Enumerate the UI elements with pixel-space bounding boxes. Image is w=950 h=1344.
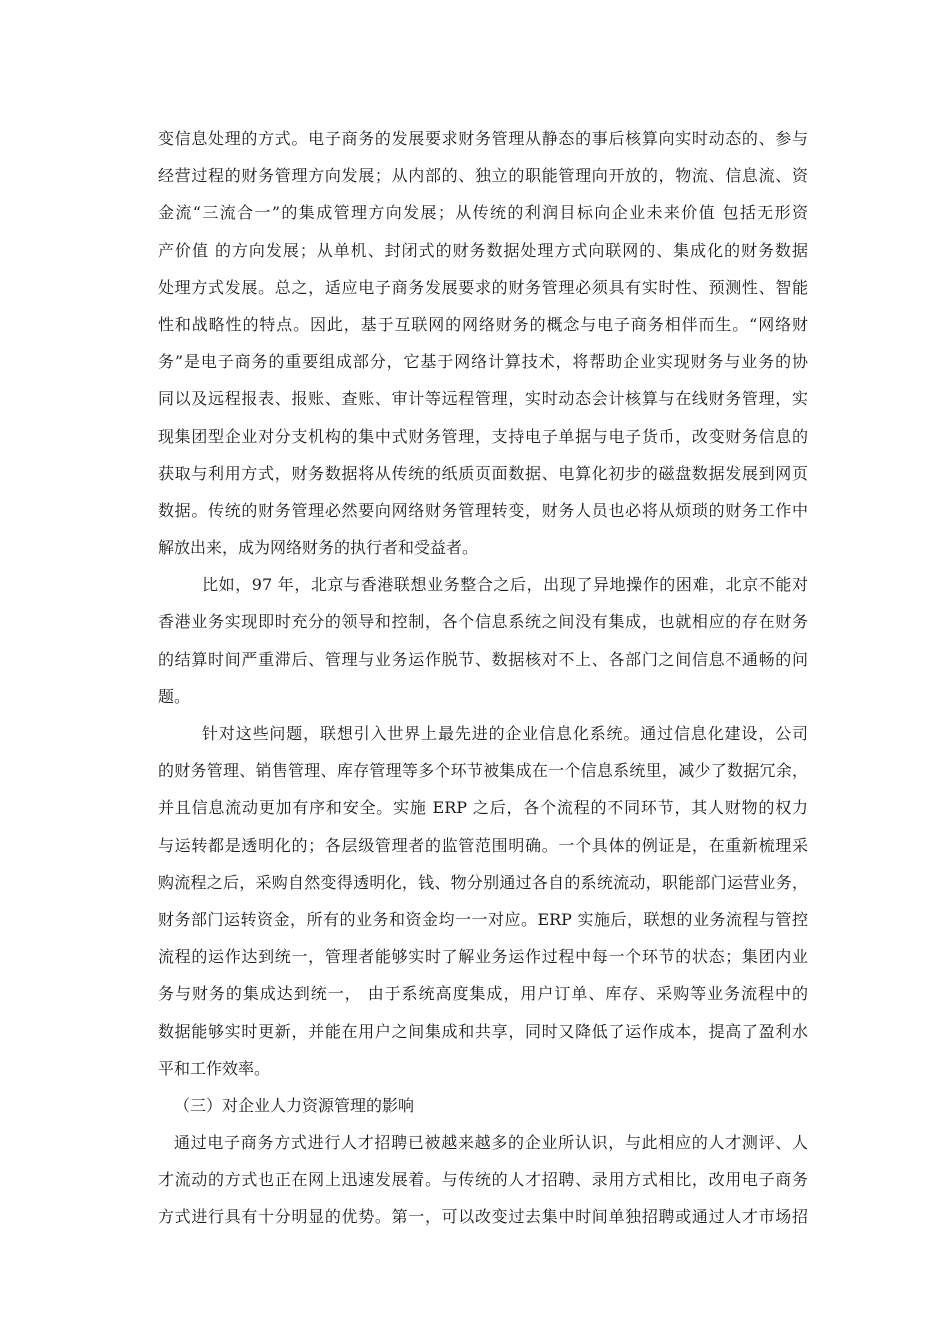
- paragraph-2-line: 的结算时间严重滞后、管理与业务运作脱节、数据核对不上、各部门之间信息不通畅的问: [158, 649, 808, 669]
- paragraph-3-line: 数据能够实时更新，并能在用户之间集成和共享，同时又降低了运作成本，提高了盈利水: [158, 1021, 808, 1041]
- paragraph-1-line: 同以及远程报表、报账、查账、审计等远程管理，实时动态会计核算与在线财务管理，实: [158, 389, 808, 409]
- paragraph-3-line: 购流程之后，采购自然变得透明化，钱、物分别通过各自的系统流动，职能部门运营业务，: [158, 872, 808, 892]
- paragraph-1-line: 金流“三流合一”的集成管理方向发展；从传统的利润目标向企业未来价值 包括无形资: [158, 203, 808, 223]
- paragraph-3-last-line: 平和工作效率。: [158, 1058, 271, 1078]
- paragraph-3-line: 务与财务的集成达到统一， 由于系统高度集成，用户订单、库存、采购等业务流程中的: [158, 984, 808, 1004]
- paragraph-3-line: 与运转都是透明化的；各层级管理者的监管范围明确。一个具体的例证是，在重新梳理采: [158, 835, 808, 855]
- paragraph-1-line: 处理方式发展。总之，适应电子商务发展要求的财务管理必须具有实时性、预测性、智能: [158, 277, 808, 297]
- paragraph-2-last-line: 题。: [158, 686, 191, 706]
- document-body: [158, 120, 808, 1236]
- paragraph-3-line: 并且信息流动更加有序和安全。实施 ERP 之后，各个流程的不同环节，其人财物的权力: [158, 798, 808, 818]
- paragraph-1-line: 变信息处理的方式。电子商务的发展要求财务管理从静态的事后核算向实时动态的、参与: [158, 129, 808, 148]
- paragraph-1-line: 性和战略性的特点。因此，基于互联网的网络财务的概念与电子商务相伴而生。“网络财: [158, 314, 808, 334]
- paragraph-1-last-line: 解放出来，成为网络财务的执行者和受益者。: [158, 538, 479, 558]
- paragraph-4-first-line: 通过电子商务方式进行人才招聘已被越来越多的企业所认识，与此相应的人才测评、人: [174, 1133, 808, 1153]
- paragraph-3-line: 的财务管理、销售管理、库存管理等多个环节被集成在一个信息系统里，减少了数据冗余，: [158, 761, 808, 781]
- section-heading: （三）对企业人力资源管理的影响: [174, 1095, 415, 1115]
- paragraph-2-first-line: 比如，97 年，北京与香港联想业务整合之后，出现了异地操作的困难，北京不能对: [202, 575, 808, 595]
- paragraph-4-line: 才流动的方式也正在网上迅速发展着。与传统的人才招聘、录用方式相比，改用电子商务: [158, 1170, 808, 1190]
- paragraph-1-line: 现集团型企业对分支机构的集中式财务管理，支持电子单据与电子货币，改变财务信息的: [158, 426, 808, 446]
- paragraph-3-first-line: 针对这些问题，联想引入世界上最先进的企业信息化系统。通过信息化建设，公司: [202, 724, 808, 743]
- paragraph-3-line: 财务部门运转资金，所有的业务和资金均一一对应。ERP 实施后，联想的业务流程与管控: [158, 909, 808, 929]
- paragraph-1-line: 产价值 的方向发展；从单机、封闭式的财务数据处理方式向联网的、集成化的财务数据: [158, 240, 808, 260]
- paragraph-1-line: 经营过程的财务管理方向发展；从内部的、独立的职能管理向开放的，物流、信息流、资: [158, 166, 808, 186]
- paragraph-1-line: 务”是电子商务的重要组成部分，它基于网络计算技术，将帮助企业实现财务与业务的协: [158, 352, 808, 372]
- paragraph-1-line: 获取与利用方式，财务数据将从传统的纸质页面数据、电算化初步的磁盘数据发展到网页: [158, 463, 808, 483]
- paragraph-3-line: 流程的运作达到统一，管理者能够实时了解业务运作过程中每一个环节的状态；集团内业: [158, 947, 808, 967]
- paragraph-2-line: 香港业务实现即时充分的领导和控制，各个信息系统之间没有集成，也就相应的存在财务: [158, 612, 808, 632]
- paragraph-1-line: 数据。传统的财务管理必然要向网络财务管理转变，财务人员也必将从烦琐的财务工作中: [158, 500, 808, 520]
- paragraph-4-line: 方式进行具有十分明显的优势。第一，可以改变过去集中时间单独招聘或通过人才市场招: [158, 1207, 808, 1227]
